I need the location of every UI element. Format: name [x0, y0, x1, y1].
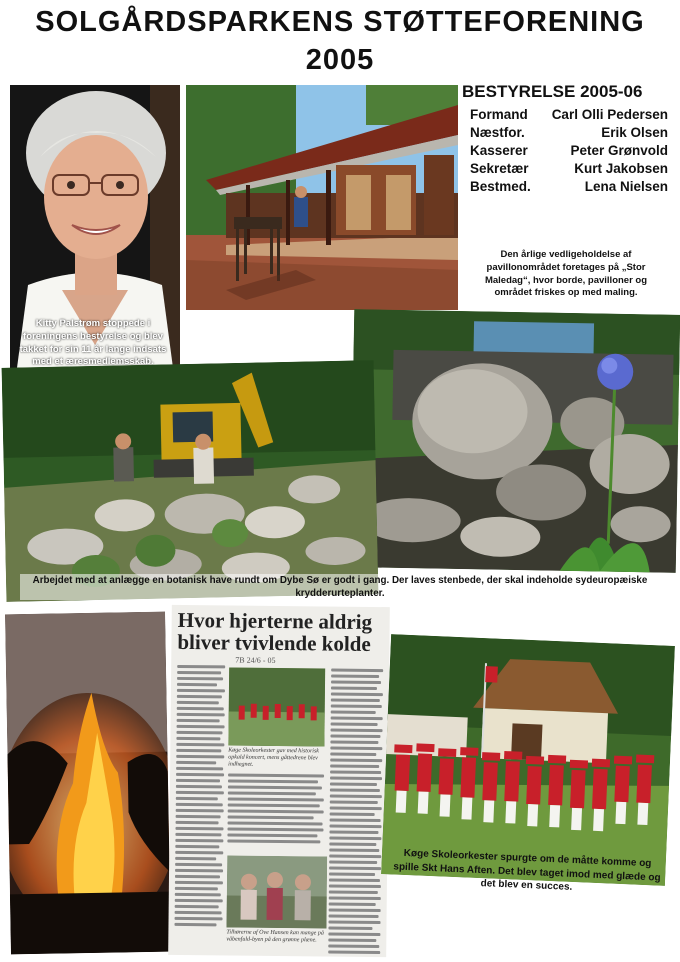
portrait-caption: Kitty Palstrøm stoppede i foreningens bestyrelse og blev takket for sin 11 år lange indsats med et æresmedlemsskab. — [19, 318, 167, 368]
board-member-name: Lena Nielsen — [584, 179, 668, 194]
bonfire-photo — [5, 612, 171, 955]
pavilion-photo — [186, 85, 458, 310]
clipping-audience-photo — [226, 855, 327, 928]
clipping-text-column — [327, 669, 383, 958]
rock-photo — [350, 309, 680, 573]
board-member-name: Carl Olli Pedersen — [551, 107, 668, 122]
board-member-name: Kurt Jakobsen — [574, 161, 668, 176]
garden-work-photo — [2, 360, 379, 602]
clipping-photo-caption-2: Tilhørerne af Ove Hansen kan mange på våbenfuld-byen på den grønne plæne. — [226, 929, 324, 944]
clipping-headline-line-2: bliver tvivlende kolde — [177, 629, 371, 656]
pavilion-caption: Den årlige vedligeholdelse af pavillonområdet foretages på „Stor Maledag“, hvor borde, pavilloner og området friskes op med maling. — [484, 249, 648, 299]
board-member-name: Erik Olsen — [601, 125, 668, 140]
board-title: BESTYRELSE 2005-06 — [462, 82, 643, 101]
clipping-text-column — [227, 773, 324, 846]
page-title-year: 2005 — [305, 44, 375, 76]
board-member-role: Bestmed. — [470, 179, 531, 194]
clipping-text-column — [174, 665, 225, 929]
board-member-role: Næstfor. — [470, 125, 525, 140]
board-member-role: Formand — [470, 107, 528, 122]
clipping-photo-caption-1: Køge Skoleorkester gav med historisk opkald koncert, mens gåttedrene blev indhegnet. — [228, 747, 319, 769]
newspaper-clipping — [168, 605, 390, 957]
page-title-line-1: SOLGÅRDSPARKENS STØTTEFORENING — [35, 6, 645, 38]
board-member-role: Kasserer — [470, 143, 528, 158]
garden-caption: Arbejdet med at anlægge en botanisk have rundt om Dybe Sø er godt i gang. Der laves stenbede, der skal indeholde sydeuropæiske krydderurteplanter. — [20, 574, 660, 600]
clipping-date-stamp: 7B 24/6 - 05 — [235, 655, 276, 665]
orchestra-caption: Køge Skoleorkester spurgte om de måtte komme og spille Skt Hans Aften. Det blev taget imod med glæde og det blev en succes. — [393, 847, 661, 893]
clipping-headline-line-1: Hvor hjerterne aldrig — [177, 607, 373, 634]
board-member-role: Sekretær — [470, 161, 529, 176]
board-member-name: Peter Grønvold — [570, 143, 668, 158]
clipping-orchestra-photo — [228, 667, 325, 746]
